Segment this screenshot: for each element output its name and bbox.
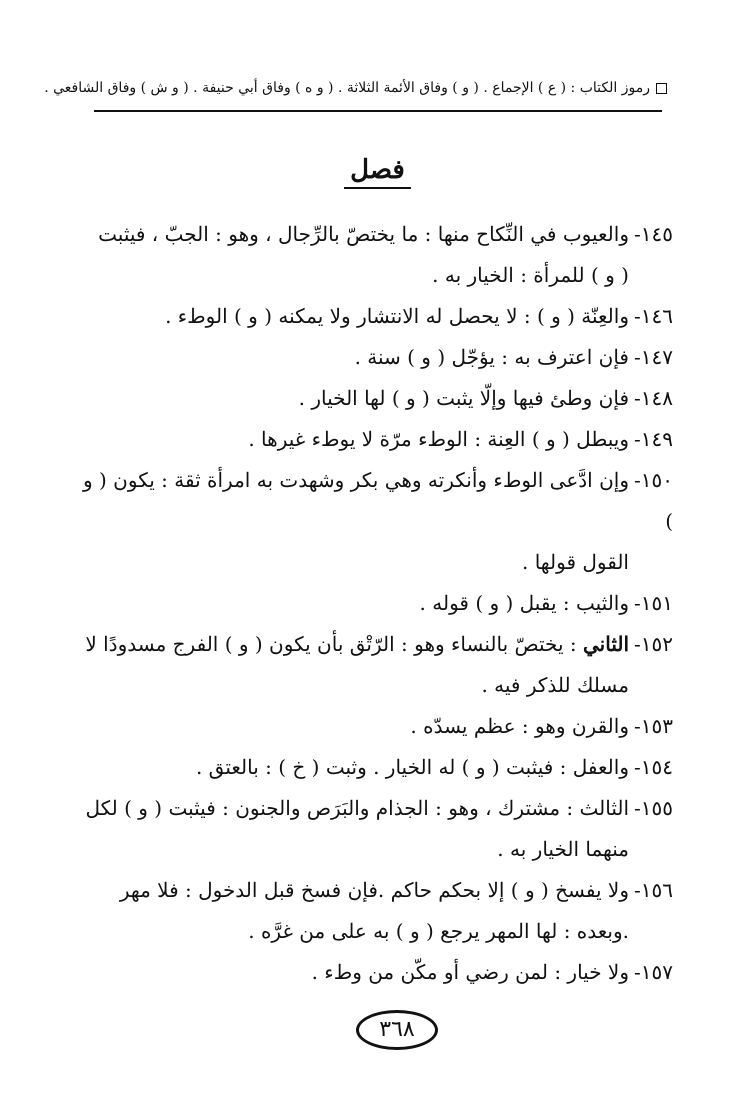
item-text: فإن وطئ فيها وإلّا يثبت ( و ) لها الخيار .: [298, 386, 629, 410]
item-text: ولا يفسخ ( و ) إلا بحكم حاكم .فإن فسخ قبل الدخول : فلا مهر: [119, 878, 629, 902]
item-number: ١٥٥-: [634, 796, 673, 820]
item-text: الثالث : مشترك ، وهو : الجذام والبَرَص والجنون : فيثبت ( و ) لكل: [85, 796, 629, 820]
item-text: : يختصّ بالنساء وهو : الرّتْق بأن يكون ( و ) الفرج مسدودًا لا: [85, 632, 577, 656]
item-text: والعِنّة ( و ) : لا يحصل له الانتشار ولا يمكنه ( و ) الوطء .: [165, 304, 629, 328]
symbols-legend: رموز الكتاب : ( ع ) الإجماع . ( و ) وفاق الأئمة الثلاثة . ( و ه ) وفاق أبي حنيفة . ( و ش ) وفاق الشافعي .: [44, 80, 650, 96]
item-line: القول قولها .: [521, 550, 629, 574]
item-number: ١٥١-: [634, 591, 673, 615]
numbered-item: [83, 460, 673, 583]
page-number-oval: [356, 1010, 438, 1050]
item-text: ويبطل ( و ) العِنة : الوطء مرّة لا يوطء غيرها .: [248, 427, 629, 451]
item-number: ١٤٦-: [634, 304, 673, 328]
item-line: [83, 378, 673, 419]
numbered-item: [83, 583, 673, 624]
numbered-item: [83, 624, 673, 706]
item-line: [83, 870, 673, 911]
item-number: ١٤٥-: [634, 222, 673, 246]
numbered-item: [83, 378, 673, 419]
item-line: [83, 583, 673, 624]
item-line: منهما الخيار به .: [497, 837, 629, 861]
numbered-item: [83, 870, 673, 952]
item-line: [83, 706, 673, 747]
item-number: ١٥٠-: [634, 468, 673, 492]
square-bullet-icon: [656, 83, 667, 94]
item-line: [83, 747, 673, 788]
numbered-item: [83, 419, 673, 460]
item-line: مسلك للذكر فيه .: [481, 673, 629, 697]
item-number: ١٥٢-: [634, 632, 673, 656]
item-text: والعفل : فيثبت ( و ) له الخيار . وثبت ( خ ) : بالعتق .: [195, 755, 629, 779]
item-line: ( و ) للمرأة : الخيار به .: [432, 263, 629, 287]
item-lead-word: الثاني: [582, 632, 629, 656]
numbered-item: [83, 214, 673, 296]
item-text: فإن اعترف به : يؤجّل ( و ) سنة .: [354, 345, 629, 369]
numbered-item: [83, 296, 673, 337]
header-rule: [94, 110, 662, 112]
item-number: ١٥٧-: [634, 960, 673, 984]
numbered-item: [83, 788, 673, 870]
item-text: ولا خيار : لمن رضي أو مكّن من وطء .: [311, 960, 629, 984]
item-number: ١٥٦-: [634, 878, 673, 902]
item-number: ١٤٩-: [634, 427, 673, 451]
item-line: [83, 419, 673, 460]
numbered-item: [83, 952, 673, 993]
running-header: [44, 78, 667, 98]
item-line: [83, 788, 673, 829]
item-line: [83, 624, 673, 665]
item-number: ١٥٤-: [634, 755, 673, 779]
item-text: والثيب : يقبل ( و ) قوله .: [419, 591, 629, 615]
numbered-item: [83, 747, 673, 788]
numbered-item: [83, 337, 673, 378]
item-number: ١٤٧-: [634, 345, 673, 369]
section-title: فصل: [0, 150, 755, 190]
item-text: والقرن وهو : عظم يسدّه .: [410, 714, 629, 738]
item-number: ١٤٨-: [634, 386, 673, 410]
item-text: وإن ادَّعى الوطء وأنكرته وهي بكر وشهدت به امرأة ثقة : يكون ( و ): [83, 468, 673, 533]
item-line: [83, 337, 673, 378]
item-line: [83, 460, 673, 542]
numbered-item: [83, 706, 673, 747]
item-number: ١٥٣-: [634, 714, 673, 738]
item-line: [83, 296, 673, 337]
item-line: [83, 214, 673, 255]
page-number: ٣٦٨: [379, 1017, 415, 1042]
item-line: .وبعده : لها المهر يرجع ( و ) به على من غرَّه .: [248, 919, 629, 943]
item-text: والعيوب في النِّكاح منها : ما يختصّ بالرِّجال ، وهو : الجبّ ، فيثبت: [98, 222, 629, 246]
item-line: [83, 952, 673, 993]
numbered-items: [83, 214, 673, 993]
